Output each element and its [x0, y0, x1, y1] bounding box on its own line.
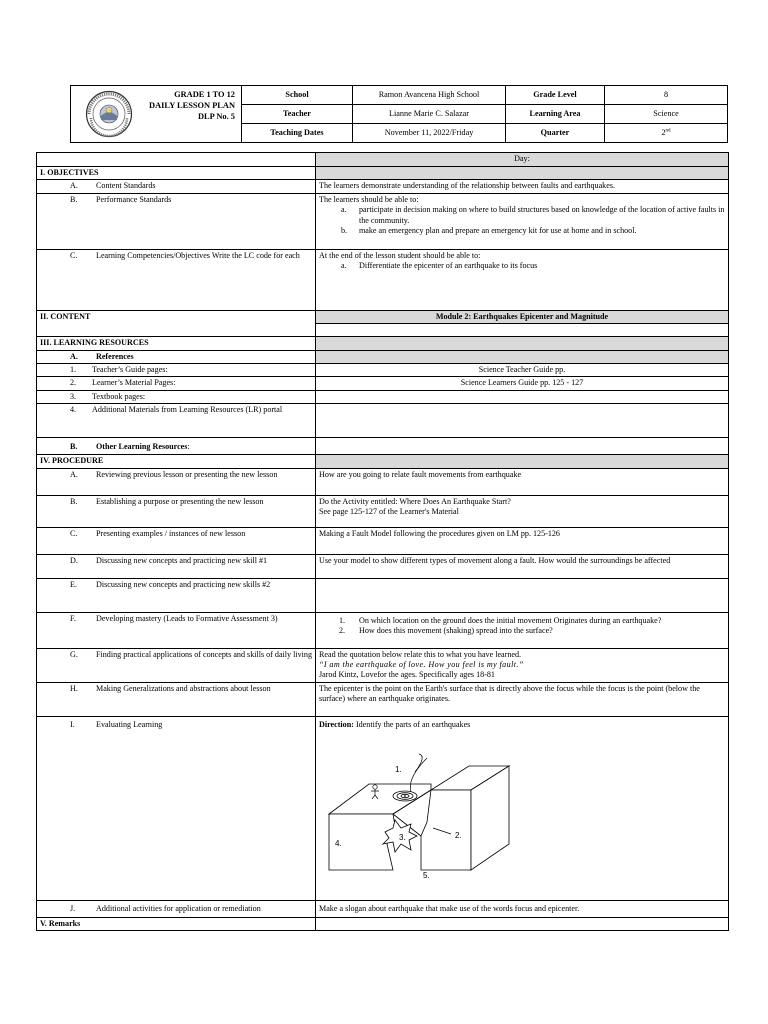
list-marker: a. — [341, 261, 347, 271]
item-number: 1. — [70, 365, 77, 375]
procedure-c-label: Presenting examples / instances of new lesson — [96, 528, 246, 538]
resource-label: Textbook pages: — [92, 391, 146, 401]
other-resources-colon: : — [187, 442, 190, 452]
diagram-label-2: 2. — [455, 831, 462, 841]
item-letter: F. — [70, 613, 76, 623]
shaded-cell — [316, 455, 729, 468]
resource-row — [37, 364, 316, 377]
competencies-value — [316, 249, 729, 310]
competencies-intro: At the end of the lesson student should be able to: — [319, 250, 481, 260]
procedure-j-label: Additional activities for application or remediation — [96, 903, 261, 913]
item-letter: H. — [70, 683, 78, 693]
procedure-d-label: Discussing new concepts and practicing new skill #1 — [96, 555, 268, 565]
resource-label: Additional Materials from Learning Resources (LR) portal — [92, 405, 283, 415]
list-marker: b. — [341, 226, 348, 236]
diagram-label-5: 5. — [423, 871, 430, 881]
item-number: 4. — [70, 405, 77, 415]
diagram-label-4: 4. — [335, 839, 342, 849]
resource-value: Science Learners Guide pp. 125 - 127 — [316, 377, 729, 390]
list-text: Differentiate the epicenter of an earthquake to its focus — [359, 261, 538, 271]
list-text: How does this movement (shaking) spread into the surface? — [359, 626, 553, 636]
grade-level-value: 8 — [605, 86, 728, 105]
performance-standards-value — [316, 193, 729, 249]
direction-text: Identify the parts of an earthquakes — [353, 719, 471, 729]
list-item — [319, 626, 725, 636]
resource-row — [37, 377, 316, 390]
procedure-row-f — [37, 612, 316, 648]
resources-heading: III. LEARNING RESOURCES — [37, 337, 316, 350]
blank-cell — [316, 917, 729, 930]
item-letter: B. — [70, 442, 78, 452]
resource-row — [37, 404, 316, 438]
plan-title-line1: GRADE 1 TO 12 — [174, 90, 235, 99]
quarter-value — [605, 124, 728, 143]
competencies-row — [37, 249, 316, 310]
procedure-i-value — [316, 716, 729, 900]
procedure-row-a — [37, 468, 316, 495]
content-standards-row — [37, 180, 316, 193]
list-item — [319, 261, 725, 271]
quarter-label: Quarter — [506, 124, 605, 143]
learning-area-label: Learning Area — [506, 105, 605, 124]
procedure-f-value — [316, 612, 729, 648]
blank-cell — [316, 578, 729, 612]
item-letter: G. — [70, 649, 78, 659]
procedure-b-value — [316, 495, 729, 527]
blank-cell — [316, 438, 729, 455]
item-letter: D. — [70, 555, 78, 565]
procedure-d-value: Use your model to show different types of movement along a fault. How would the surroundings be affected — [316, 554, 729, 578]
procedure-h-label: Making Generalizations and abstractions about lesson — [96, 683, 271, 693]
resource-value: Science Teacher Guide pp. — [316, 364, 729, 377]
procedure-row-g — [37, 648, 316, 682]
list-marker: 2. — [339, 626, 346, 636]
day-label: Day: — [316, 153, 729, 167]
quarter-number: 2 — [661, 128, 666, 138]
other-resources-label: Other Learning Resources — [96, 442, 188, 452]
performance-intro: The learners should be able to: — [319, 194, 419, 204]
blank-cell — [37, 153, 316, 167]
procedure-a-label: Reviewing previous lesson or presenting the new lesson — [96, 469, 278, 479]
plan-title-line2: DAILY LESSON PLAN — [149, 101, 235, 110]
earthquake-quote: “I am the earthquake of love. How you feel is my fault.” — [319, 660, 524, 670]
quarter-suffix: nd — [665, 128, 671, 134]
procedure-g-line2: Jarod Kintz, Lovefor the ages. Specifically ages 18-81 — [319, 670, 495, 680]
procedure-row-b — [37, 495, 316, 527]
procedure-j-text: Make a slogan about earthquake that make use of the words focus and epicenter. — [319, 903, 580, 913]
objectives-heading: I. OBJECTIVES — [37, 167, 316, 180]
diagram-label-3: 3. — [399, 833, 406, 843]
earthquake-diagram — [323, 752, 523, 880]
procedure-heading: IV. PROCEDURE — [37, 455, 316, 468]
item-letter: E. — [70, 579, 77, 589]
header-logo-cell — [71, 86, 242, 143]
item-letter: A. — [70, 351, 78, 361]
resource-row — [37, 390, 316, 403]
resource-value — [316, 404, 729, 438]
procedure-g-label: Finding practical applications of concepts and skills of daily living — [96, 649, 313, 659]
shaded-cell — [316, 167, 729, 180]
procedure-j-value — [316, 900, 729, 917]
procedure-f-label: Developing mastery (Leads to Formative Assessment 3) — [96, 613, 278, 623]
procedure-row-i — [37, 716, 316, 900]
item-letter: A. — [70, 181, 78, 191]
diagram-label-1: 1. — [395, 765, 402, 775]
list-marker: 1. — [339, 615, 346, 625]
performance-standards-label: Performance Standards — [96, 194, 172, 204]
shaded-cell — [316, 337, 729, 350]
school-value: Ramon Avancena High School — [353, 86, 506, 105]
item-letter: A. — [70, 469, 78, 479]
shaded-cell — [316, 350, 729, 363]
resource-label: Teacher’s Guide pages: — [92, 365, 168, 375]
item-letter: I. — [70, 719, 75, 729]
procedure-g-line1: Read the quotation below relate this to what you have learned. — [319, 649, 522, 659]
resource-label: Learner’s Material Pages: — [92, 378, 176, 388]
header-table — [70, 85, 728, 143]
content-standards-value: The learners demonstrate understanding of the relationship between faults and earthquakes. — [316, 180, 729, 193]
teacher-label: Teacher — [242, 105, 353, 124]
direction-label: Direction: — [319, 719, 354, 729]
list-item — [319, 614, 725, 626]
item-letter: J. — [70, 903, 76, 913]
other-resources-row — [37, 438, 316, 455]
content-standards-label: Content Standards — [96, 181, 156, 191]
remarks-heading: V. Remarks — [37, 917, 316, 930]
references-label: References — [96, 351, 134, 361]
deped-seal-icon — [85, 90, 133, 138]
module-title: Module 2: Earthquakes Epicenter and Magnitude — [316, 310, 729, 323]
list-item — [319, 226, 725, 236]
item-letter: B. — [70, 194, 78, 204]
procedure-row-d — [37, 554, 316, 578]
list-text: make an emergency plan and prepare an emergency kit for use at home and in school. — [359, 226, 637, 236]
learning-area-value: Science — [605, 105, 728, 124]
competencies-label: Learning Competencies/Objectives Write the LC code for each — [96, 250, 300, 260]
performance-standards-row — [37, 193, 316, 249]
item-number: 3. — [70, 391, 77, 401]
procedure-e-label: Discussing new concepts and practicing new skills #2 — [96, 579, 271, 589]
procedure-c-value: Making a Fault Model following the procedures given on LM pp. 125-126 — [316, 527, 729, 554]
item-letter: C. — [70, 250, 78, 260]
procedure-i-label: Evaluating Learning — [96, 719, 163, 729]
plan-title — [149, 89, 235, 122]
procedure-row-j — [37, 900, 316, 917]
list-marker: a. — [341, 205, 347, 215]
blank-cell — [316, 324, 729, 337]
teacher-value: Lianne Marie C. Salazar — [353, 105, 506, 124]
lesson-plan-table — [36, 152, 729, 931]
plan-title-line3: DLP No. 5 — [198, 112, 235, 121]
list-text: On which location on the ground does the initial movement Originates during an earthquake? — [359, 615, 662, 625]
procedure-g-value — [316, 648, 729, 682]
teaching-dates-value: November 11, 2022/Friday — [353, 124, 506, 143]
procedure-row-h — [37, 682, 316, 716]
procedure-row-e — [37, 578, 316, 612]
item-letter: B. — [70, 496, 78, 506]
item-number: 2. — [70, 378, 77, 388]
procedure-b-line2: See page 125-127 of the Learner's Material — [319, 507, 459, 517]
procedure-a-value: How are you going to relate fault movements from earthquake — [316, 468, 729, 495]
list-text: participate in decision making on where to build structures based on knowledge of the location of active faults in the community. — [359, 205, 725, 225]
teaching-dates-label: Teaching Dates — [242, 124, 353, 143]
procedure-b-label: Establishing a purpose or presenting the new lesson — [96, 496, 264, 506]
grade-level-label: Grade Level — [506, 86, 605, 105]
procedure-b-line1: Do the Activity entitled: Where Does An Earthquake Start? — [319, 496, 511, 506]
content-heading: II. CONTENT — [37, 310, 316, 336]
procedure-h-value: The epicenter is the point on the Earth's surface that is directly above the focus while the focus is the point (below the surface) where an earthquake originates. — [316, 682, 729, 716]
school-label: School — [242, 86, 353, 105]
procedure-row-c — [37, 527, 316, 554]
references-row — [37, 350, 316, 363]
item-letter: C. — [70, 528, 78, 538]
resource-value — [316, 390, 729, 403]
list-item — [319, 205, 725, 226]
